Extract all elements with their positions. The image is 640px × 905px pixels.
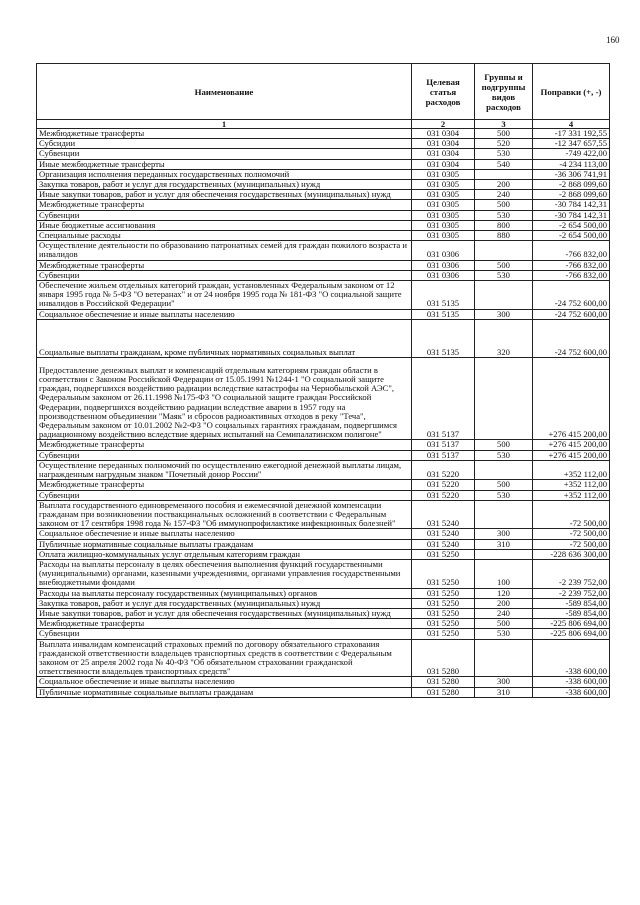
column-number: 1	[37, 120, 412, 129]
row-name: Межбюджетные трансферты	[37, 129, 412, 139]
row-name: Социальное обеспечение и иные выплаты населению	[37, 529, 412, 539]
row-name: Социальные выплаты гражданам, кроме публичных нормативных социальных выплат	[37, 319, 412, 357]
row-group	[475, 460, 533, 479]
row-code: 031 0305	[412, 190, 475, 200]
row-amount: +352 112,00	[533, 480, 610, 490]
table-row	[37, 281, 610, 310]
table-row	[37, 139, 610, 149]
row-amount: -766 832,00	[533, 241, 610, 260]
row-code: 031 0304	[412, 149, 475, 159]
row-group: 500	[475, 200, 533, 210]
row-amount: -338 600,00	[533, 687, 610, 697]
table-row	[37, 440, 610, 450]
row-code: 031 0304	[412, 139, 475, 149]
row-group	[475, 357, 533, 440]
row-name: Обеспечение жильем отдельных категорий граждан, установленных Федеральным законом от 12 января 1995 года № 5-ФЗ "О ветеранах" и от 24 ноября 1995 года № 181-ФЗ "О социальной защите инвалидов в Российской Федерации"	[37, 281, 412, 310]
row-code: 031 5220	[412, 480, 475, 490]
table-row	[37, 629, 610, 639]
table-row	[37, 190, 610, 200]
table-row	[37, 608, 610, 618]
table-row	[37, 687, 610, 697]
table-row	[37, 460, 610, 479]
row-name: Иные бюджетные ассигнования	[37, 220, 412, 230]
row-name: Межбюджетные трансферты	[37, 440, 412, 450]
row-name: Субсидии	[37, 139, 412, 149]
row-group: 520	[475, 139, 533, 149]
table-row	[37, 220, 610, 230]
row-amount: +352 112,00	[533, 490, 610, 500]
row-amount: -225 806 694,00	[533, 619, 610, 629]
row-code: 031 5137	[412, 357, 475, 440]
row-group: 530	[475, 149, 533, 159]
row-group: 530	[475, 450, 533, 460]
row-amount: -72 500,00	[533, 529, 610, 539]
row-group: 500	[475, 440, 533, 450]
row-code: 031 5250	[412, 598, 475, 608]
header-amount: Поправки (+, -)	[533, 64, 610, 120]
row-amount: -24 752 600,00	[533, 309, 610, 319]
page-number: 160	[606, 35, 620, 45]
table-row	[37, 260, 610, 270]
table-row	[37, 231, 610, 241]
row-group: 310	[475, 539, 533, 549]
row-group: 880	[475, 231, 533, 241]
row-amount: -12 347 657,55	[533, 139, 610, 149]
row-code: 031 0306	[412, 241, 475, 260]
row-name: Иные закупки товаров, работ и услуг для обеспечения государственных (муниципальных) нужд	[37, 608, 412, 618]
row-code: 031 5250	[412, 588, 475, 598]
table-row	[37, 149, 610, 159]
row-name: Расходы на выплаты персоналу государственных (муниципальных) органов	[37, 588, 412, 598]
row-code: 031 5135	[412, 281, 475, 310]
table-row	[37, 677, 610, 687]
row-amount: -24 752 600,00	[533, 281, 610, 310]
table-row	[37, 480, 610, 490]
row-name: Субвенции	[37, 210, 412, 220]
row-amount: -72 500,00	[533, 539, 610, 549]
row-name: Межбюджетные трансферты	[37, 619, 412, 629]
row-name: Межбюджетные трансферты	[37, 480, 412, 490]
row-code: 031 0305	[412, 180, 475, 190]
table-row	[37, 559, 610, 588]
row-amount: -589 854,00	[533, 598, 610, 608]
row-group	[475, 169, 533, 179]
row-name: Расходы на выплаты персоналу в целях обеспечения выполнения функций государственными (муниципальными) органами, казенными учреждениями, органами управления государственными внебюджетными фондами	[37, 559, 412, 588]
row-code: 031 5280	[412, 677, 475, 687]
row-code: 031 5250	[412, 608, 475, 618]
row-group: 240	[475, 190, 533, 200]
row-name: Иные межбюджетные трансферты	[37, 159, 412, 169]
row-amount: +276 415 200,00	[533, 440, 610, 450]
row-group: 120	[475, 588, 533, 598]
table-row	[37, 539, 610, 549]
table-row	[37, 210, 610, 220]
row-name: Организация исполнения переданных государственных полномочий	[37, 169, 412, 179]
column-number: 3	[475, 120, 533, 129]
row-amount: -2 239 752,00	[533, 559, 610, 588]
table-row	[37, 588, 610, 598]
row-code: 031 0306	[412, 270, 475, 280]
row-amount: -228 636 300,00	[533, 549, 610, 559]
table-row	[37, 549, 610, 559]
row-amount: -2 654 500,00	[533, 231, 610, 241]
row-name: Межбюджетные трансферты	[37, 200, 412, 210]
row-name: Осуществление деятельности по образованию патронатных семей для граждан пожилого возраста и инвалидов	[37, 241, 412, 260]
row-amount: -72 500,00	[533, 500, 610, 529]
table-row	[37, 598, 610, 608]
row-code: 031 0305	[412, 169, 475, 179]
row-name: Публичные нормативные социальные выплаты гражданам	[37, 539, 412, 549]
row-group	[475, 500, 533, 529]
row-amount: -338 600,00	[533, 677, 610, 687]
header-name: Наименование	[37, 64, 412, 120]
row-name: Субвенции	[37, 450, 412, 460]
row-code: 031 5220	[412, 490, 475, 500]
row-group: 530	[475, 629, 533, 639]
row-group: 500	[475, 480, 533, 490]
table-row	[37, 129, 610, 139]
row-name: Социальное обеспечение и иные выплаты населению	[37, 677, 412, 687]
row-code: 031 5135	[412, 309, 475, 319]
row-amount: -30 784 142,31	[533, 200, 610, 210]
row-amount: -30 784 142,31	[533, 210, 610, 220]
row-group: 240	[475, 608, 533, 618]
row-group: 540	[475, 159, 533, 169]
row-amount: -338 600,00	[533, 639, 610, 677]
header-code: Целевая статья расходов	[412, 64, 475, 120]
row-group	[475, 241, 533, 260]
row-name: Закупка товаров, работ и услуг для государственных (муниципальных) нужд	[37, 598, 412, 608]
budget-amendments-table	[36, 63, 610, 698]
table-row	[37, 500, 610, 529]
row-code: 031 5137	[412, 440, 475, 450]
row-group	[475, 639, 533, 677]
row-name: Специальные расходы	[37, 231, 412, 241]
row-amount: -2 868 099,60	[533, 190, 610, 200]
row-group: 100	[475, 559, 533, 588]
header-group: Группы и подгруппы видов расходов	[475, 64, 533, 120]
row-group: 500	[475, 129, 533, 139]
row-name: Субвенции	[37, 149, 412, 159]
row-code: 031 5135	[412, 319, 475, 357]
row-name: Публичные нормативные социальные выплаты гражданам	[37, 687, 412, 697]
row-amount: -2 654 500,00	[533, 220, 610, 230]
row-group: 530	[475, 490, 533, 500]
row-name: Выплата государственного единовременного пособия и ежемесячной денежной компенсации гражданам при возникновении поствакцинальных осложнений в соответствии с Федеральным законом от 17 сентября 1998 года № 157-ФЗ "Об иммунопрофилактике инфекционных болезней"	[37, 500, 412, 529]
row-amount: -766 832,00	[533, 260, 610, 270]
row-amount: -36 306 741,91	[533, 169, 610, 179]
row-amount: -24 752 600,00	[533, 319, 610, 357]
row-code: 031 0304	[412, 159, 475, 169]
row-code: 031 0306	[412, 260, 475, 270]
row-amount: +276 415 200,00	[533, 450, 610, 460]
table-row	[37, 639, 610, 677]
row-group: 200	[475, 180, 533, 190]
row-amount: +352 112,00	[533, 460, 610, 479]
table-row	[37, 619, 610, 629]
row-group: 310	[475, 687, 533, 697]
row-name: Закупка товаров, работ и услуг для государственных (муниципальных) нужд	[37, 180, 412, 190]
row-group: 500	[475, 619, 533, 629]
table-row	[37, 529, 610, 539]
table-row	[37, 180, 610, 190]
table-row	[37, 319, 610, 357]
row-group	[475, 549, 533, 559]
table-row	[37, 169, 610, 179]
row-code: 031 0305	[412, 210, 475, 220]
table-row	[37, 241, 610, 260]
row-code: 031 0305	[412, 220, 475, 230]
row-amount: -749 422,00	[533, 149, 610, 159]
column-number: 2	[412, 120, 475, 129]
row-name: Предоставление денежных выплат и компенсаций отдельным категориям граждан области в соответствии с Законом Российской Федерации от 15.05.1991 №1244-1 "О социальной защите граждан, подвергшихся воздействию радиации вследствие катастрофы на Чернобыльской АЭС", Федеральным законом от 26.11.1998 №175-ФЗ "О социальной защите граждан Российской Федерации, подвергшихся воздействию радиации вследствие аварии в 1957 году на производственном объединении "Маяк" и сбросов радиоактивных отходов в реку "Теча", Федеральным законом от 10.01.2002 №2-ФЗ "О социальных гарантиях гражданам, подвергшимся радиационному воздействию вследствие ядерных испытаний на Семипалатинском полигоне"	[37, 357, 412, 440]
row-amount: -2 239 752,00	[533, 588, 610, 598]
row-code: 031 5280	[412, 687, 475, 697]
table-row	[37, 159, 610, 169]
row-amount: -589 854,00	[533, 608, 610, 618]
row-amount: -17 331 192,55	[533, 129, 610, 139]
column-number: 4	[533, 120, 610, 129]
row-name: Межбюджетные трансферты	[37, 260, 412, 270]
row-name: Оплата жилищно-коммунальных услуг отдельным категориям граждан	[37, 549, 412, 559]
row-code: 031 5280	[412, 639, 475, 677]
row-group	[475, 281, 533, 310]
row-code: 031 5137	[412, 450, 475, 460]
row-group: 300	[475, 529, 533, 539]
row-code: 031 0305	[412, 231, 475, 241]
row-group: 300	[475, 309, 533, 319]
row-code: 031 5220	[412, 460, 475, 479]
row-code: 031 5240	[412, 529, 475, 539]
row-name: Субвенции	[37, 629, 412, 639]
row-code: 031 5250	[412, 619, 475, 629]
table-row	[37, 309, 610, 319]
table-row	[37, 270, 610, 280]
row-amount: +276 415 200,00	[533, 357, 610, 440]
row-amount: -4 234 113,00	[533, 159, 610, 169]
row-name: Иные закупки товаров, работ и услуг для обеспечения государственных (муниципальных) нужд	[37, 190, 412, 200]
row-name: Субвенции	[37, 490, 412, 500]
row-code: 031 0305	[412, 200, 475, 210]
row-code: 031 0304	[412, 129, 475, 139]
row-amount: -766 832,00	[533, 270, 610, 280]
table-body	[37, 129, 610, 698]
row-group: 530	[475, 210, 533, 220]
table-row	[37, 490, 610, 500]
table-row	[37, 357, 610, 440]
table-header-row	[37, 64, 610, 120]
row-group: 200	[475, 598, 533, 608]
row-name: Осуществление переданных полномочий по осуществлению ежегодной денежной выплаты лицам, награжденным нагрудным знаком "Почетный донор России"	[37, 460, 412, 479]
table-row	[37, 450, 610, 460]
row-group: 530	[475, 270, 533, 280]
row-amount: -225 806 694,00	[533, 629, 610, 639]
row-code: 031 5250	[412, 549, 475, 559]
row-amount: -2 868 099,60	[533, 180, 610, 190]
row-name: Социальное обеспечение и иные выплаты населению	[37, 309, 412, 319]
row-group: 300	[475, 677, 533, 687]
table-row	[37, 200, 610, 210]
row-name: Субвенции	[37, 270, 412, 280]
row-group: 800	[475, 220, 533, 230]
row-name: Выплата инвалидам компенсаций страховых премий по договору обязательного страхования гражданской ответственности владельцев транспортных средств в соответствии с Федеральным законом от 25 апреля 2002 года № 40-ФЗ "Об обязательном страховании гражданской ответственности владельцев транспортных средств"	[37, 639, 412, 677]
row-code: 031 5250	[412, 559, 475, 588]
row-group: 500	[475, 260, 533, 270]
row-group: 320	[475, 319, 533, 357]
row-code: 031 5240	[412, 539, 475, 549]
row-code: 031 5250	[412, 629, 475, 639]
row-code: 031 5240	[412, 500, 475, 529]
